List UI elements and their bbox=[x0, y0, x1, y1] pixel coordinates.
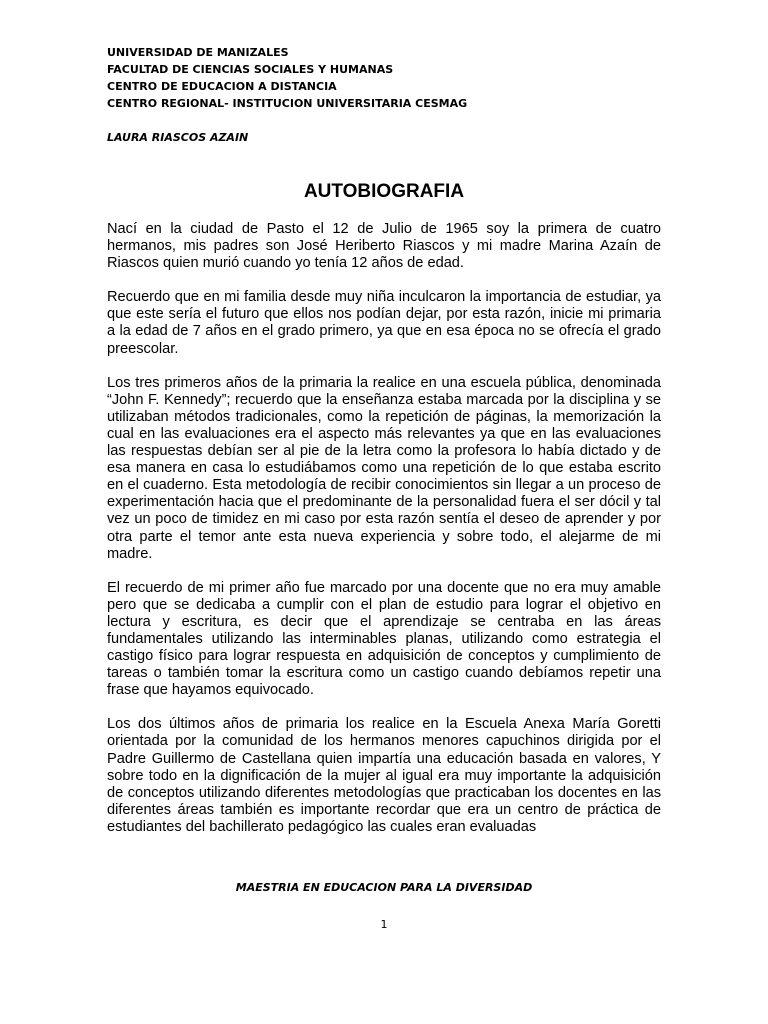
header-line-university: UNIVERSIDAD DE MANIZALES bbox=[107, 46, 289, 59]
paragraph-last-school-years: Los dos últimos años de primaria los realice en la Escuela Anexa María Goretti orientada por la comunidad de los hermanos menores capuchinos dirigida por el Padre Guillermo de Castellana quien impartía una educación basada en valores, Y sobre todo en la dignificación de la mujer al igual era muy importante la adquisición de conceptos utilizando diferentes metodologías que practicaban los docentes en las diferentes áreas también es importante recordar que era un centro de práctica de estudiantes del bachillerato pedagógico las cuales eran evaluadas bbox=[107, 716, 661, 835]
header-line-center: CENTRO DE EDUCACION A DISTANCIA bbox=[107, 80, 337, 93]
paragraph-first-year-teacher: El recuerdo de mi primer año fue marcado por una docente que no era muy amable pero que se dedicaba a cumplir con el plan de estudio para lograr el objetivo en lectura y escritura, es decir que el aprendizaje se centraba en las áreas fundamentales utilizando las interminables planas, utilizando como estrategia el castigo físico para lograr respuesta en adquisición de conceptos y cumplimiento de tareas o también tomar la escritura como un castigo cuando debíamos repetir una frase que hayamos equivocado. bbox=[107, 579, 661, 699]
institution-header bbox=[107, 44, 467, 112]
header-line-faculty: FACULTAD DE CIENCIAS SOCIALES Y HUMANAS bbox=[107, 63, 394, 76]
paragraph-family-education: Recuerdo que en mi familia desde muy niña inculcaron la importancia de estudiar, ya que este sería el futuro que ellos nos podían dejar, por esta razón, inicie mi primaria a la edad de 7 años en el grado primero, ya que en esa época no se ofrecía el grado preescolar. bbox=[107, 289, 661, 357]
document-body bbox=[107, 221, 661, 853]
paragraph-birth: Nací en la ciudad de Pasto el 12 de Julio de 1965 soy la primera de cuatro hermanos, mis padres son José Heriberto Riascos y mi madre Marina Azaín de Riascos quien murió cuando yo tenía 12 años de edad. bbox=[107, 221, 661, 272]
paragraph-first-school-years: Los tres primeros años de la primaria la realice en una escuela pública, denominada “John F. Kennedy”; recuerdo que la enseñanza estaba marcada por la disciplina y se utilizaban métodos tradicionales, como la repetición de páginas, la memorización la cual en las evaluaciones era el aspecto más relevantes ya que en las evaluaciones las respuestas debían ser al pie de la letra como la profesora lo había dictado y de esa manera en casa lo estudiábamos como una repetición de lo que estaba escrito en el cuaderno. Esta metodología de recibir conocimientos sin llegar a un proceso de experimentación hacia que el predominante de la personalidad fuera el ser dócil y tal vez un poco de timidez en mi caso por esta razón sentía el deseo de aprender y por otra parte el temor ante esta nueva experiencia y sobre todo, el alejarme de mi madre. bbox=[107, 374, 661, 562]
document-title: AUTOBIOGRAFIA bbox=[303, 181, 465, 202]
header-line-regional-center: CENTRO REGIONAL- INSTITUCION UNIVERSITARIA CESMAG bbox=[107, 97, 468, 110]
author-name: LAURA RIASCOS AZAIN bbox=[107, 131, 249, 144]
page-footer: MAESTRIA EN EDUCACION PARA LA DIVERSIDAD bbox=[235, 881, 533, 894]
page-number: 1 bbox=[380, 918, 388, 931]
